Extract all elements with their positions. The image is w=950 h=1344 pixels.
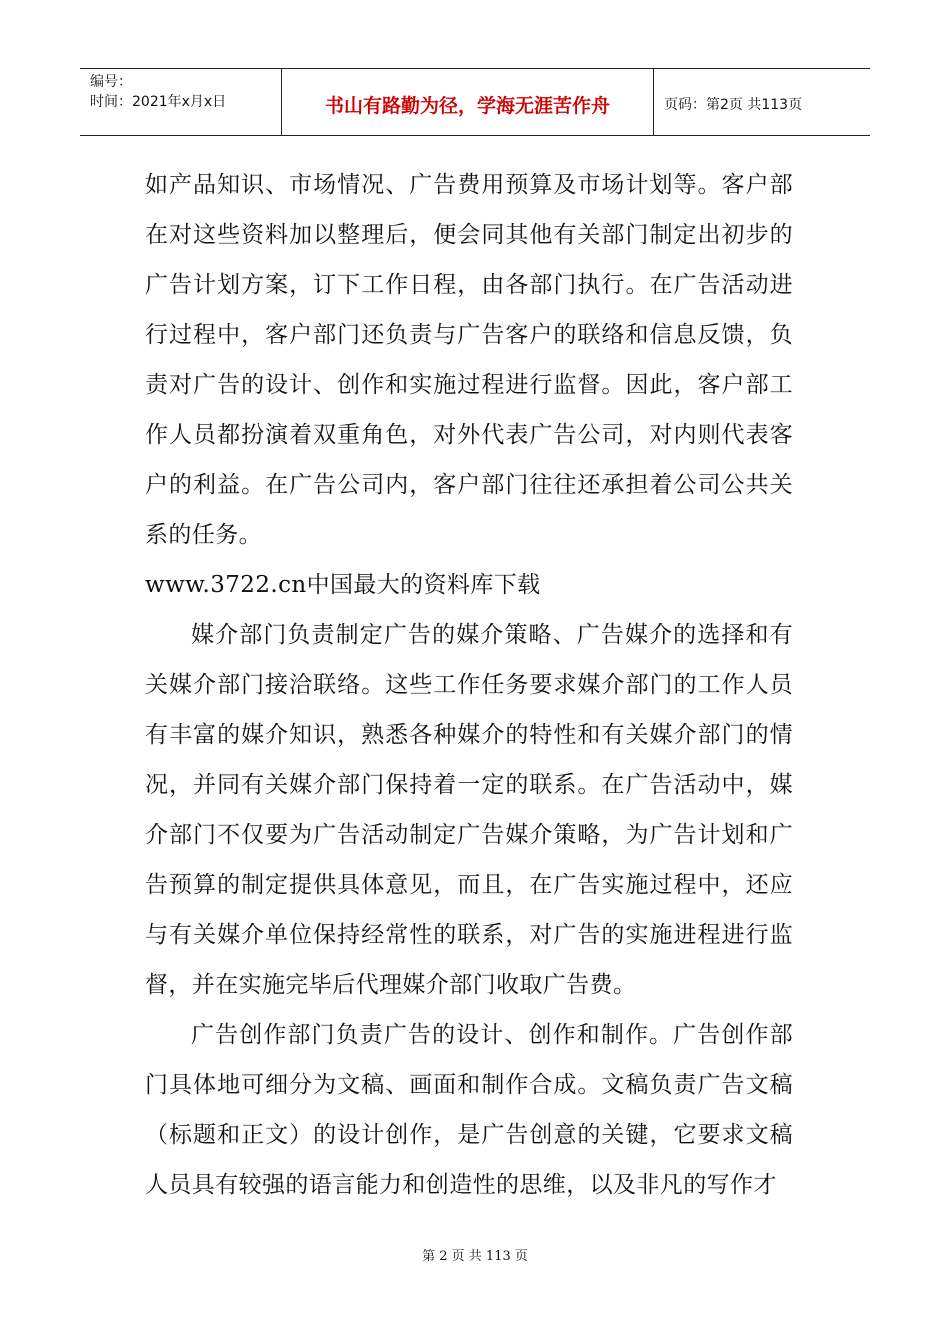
- document-body: [145, 160, 793, 1210]
- number-label: 编号：: [90, 74, 132, 90]
- header-page-info: 页码：第2页 共113页: [664, 97, 803, 113]
- paragraph-link-line: www.3722.cn中国最大的资料库下载: [145, 572, 541, 598]
- paragraph: 媒介部门负责制定广告的媒介策略、广告媒介的选择和有关媒介部门接洽联络。这些工作任务要求媒介部门的工作人员有丰富的媒介知识，熟悉各种媒介的特性和有关媒介部门的情况，并同有关媒介部门保持着一定的联系。在广告活动中，媒介部门不仅要为广告活动制定广告媒介策略，为广告计划和广告预算的制定提供具体意见，而且，在广告实施过程中，还应与有关媒介单位保持经常性的联系，对广告的实施进程进行监督，并在实施完毕后代理媒介部门收取广告费。: [145, 622, 793, 998]
- page-header: [80, 68, 870, 136]
- page-footer: 第 2 页 共 113 页: [422, 1249, 528, 1264]
- paragraph: 广告创作部门负责广告的设计、创作和制作。广告创作部门具体地可细分为文稿、画面和制作合成。文稿负责广告文稿（标题和正文）的设计创作，是广告创意的关键，它要求文稿人员具有较强的语言能力和创造性的思维，以及非凡的写作才: [145, 1022, 793, 1198]
- header-motto: 书山有路勤为径，学海无涯苦作舟: [282, 69, 654, 135]
- paragraph: 如产品知识、市场情况、广告费用预算及市场计划等。客户部在对这些资料加以整理后，便会同其他有关部门制定出初步的广告计划方案，订下工作日程，由各部门执行。在广告活动进行过程中，客户部门还负责与广告客户的联络和信息反馈，负责对广告的设计、创作和实施过程进行监督。因此，客户部工作人员都扮演着双重角色，对外代表广告公司，对内则代表客户的利益。在广告公司内，客户部门往往还承担着公司公共关系的任务。: [145, 172, 793, 548]
- time-label: 时间：2021年x月x日: [90, 94, 227, 110]
- header-meta: [80, 69, 282, 135]
